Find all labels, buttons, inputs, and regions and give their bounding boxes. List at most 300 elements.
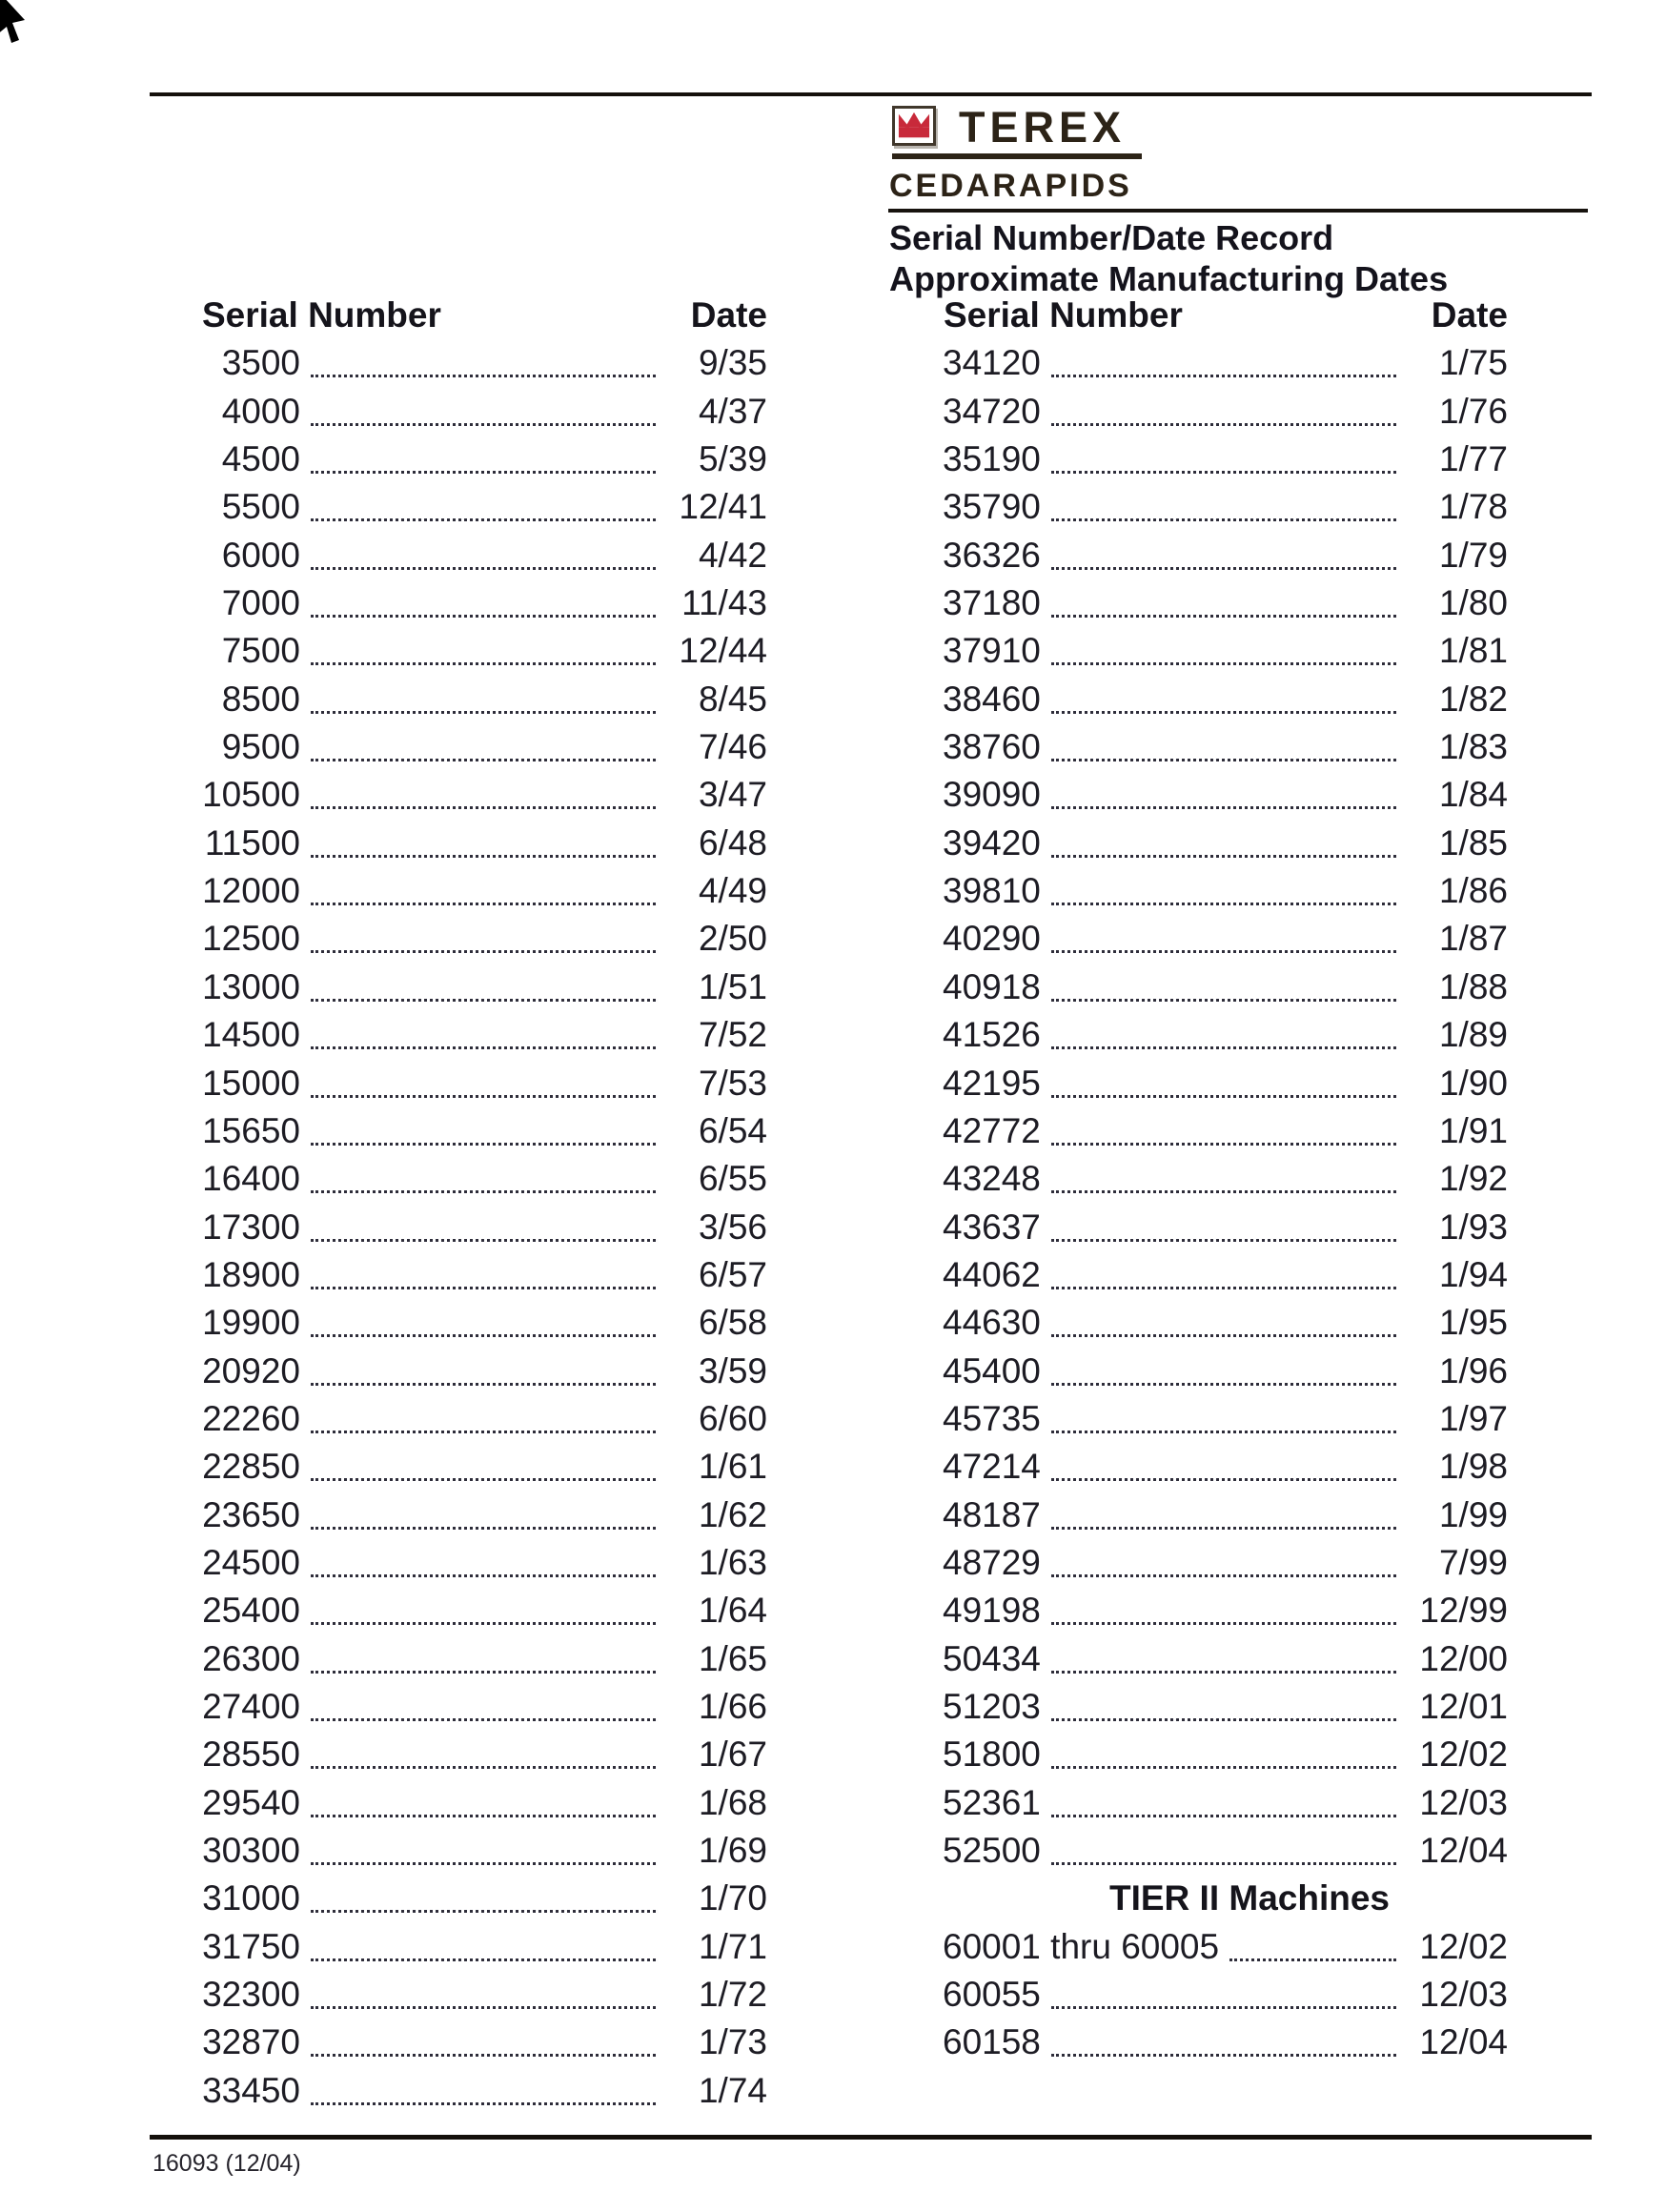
table-row (186, 1011, 767, 1059)
date-value: 3/56 (698, 1207, 767, 1247)
dot-leader (311, 806, 656, 809)
table-row (186, 915, 767, 963)
table-row (186, 1971, 767, 2019)
serial-number: 42772 (943, 1110, 1041, 1150)
date-value: 1/66 (698, 1686, 767, 1726)
table-row (186, 1155, 767, 1203)
dot-leader (311, 1718, 656, 1721)
table-row (186, 532, 767, 579)
serial-number: 42195 (943, 1063, 1041, 1103)
brand-underline (892, 153, 1142, 159)
serial-number: 4500 (221, 439, 300, 479)
date-value: 1/61 (698, 1447, 767, 1487)
date-value: 1/94 (1438, 1254, 1508, 1294)
serial-number: 44630 (943, 1303, 1041, 1343)
tier2-rows (939, 1923, 1508, 2067)
table-row (186, 771, 767, 819)
dot-leader (311, 759, 656, 761)
dot-leader (311, 1910, 656, 1913)
date-value: 3/59 (698, 1350, 767, 1390)
date-value: 1/98 (1438, 1447, 1508, 1487)
serial-number: 19900 (202, 1303, 300, 1343)
serial-number: 13000 (202, 966, 300, 1006)
serial-number: 22850 (202, 1447, 300, 1487)
table-row (939, 1107, 1508, 1155)
table-row (186, 483, 767, 531)
date-value: 7/52 (698, 1015, 767, 1055)
table-row (939, 1539, 1508, 1587)
table-row (939, 1587, 1508, 1634)
table-row (186, 1492, 767, 1539)
dot-leader (1051, 1527, 1396, 1530)
dot-leader (311, 1190, 656, 1193)
date-value: 1/68 (698, 1782, 767, 1822)
table-row (186, 1779, 767, 1827)
dot-leader (1051, 518, 1396, 521)
serial-number: 15000 (202, 1063, 300, 1103)
dot-leader (1051, 1143, 1396, 1146)
date-value: 1/71 (698, 1926, 767, 1966)
serial-number: 51203 (943, 1686, 1041, 1726)
date-value: 1/64 (698, 1591, 767, 1631)
serial-number: 60001 thru 60005 (943, 1926, 1220, 1966)
serial-number: 9500 (221, 727, 300, 767)
dot-leader (311, 1671, 656, 1674)
serial-number: 60055 (943, 1975, 1041, 2015)
date-value: 12/04 (1419, 1831, 1508, 1870)
dot-leader (311, 1383, 656, 1386)
table-row (186, 1107, 767, 1155)
table-header-row (186, 292, 767, 339)
date-value: 1/79 (1438, 535, 1508, 575)
table-row (939, 1683, 1508, 1731)
dot-leader (311, 1431, 656, 1433)
dot-leader (1051, 1190, 1396, 1193)
date-value: 1/80 (1438, 583, 1508, 623)
table-row (939, 1731, 1508, 1778)
dot-leader (311, 2102, 656, 2105)
dot-leader (311, 1287, 656, 1289)
serial-number: 5500 (221, 487, 300, 527)
date-value: 6/54 (698, 1110, 767, 1150)
date-value: 1/69 (698, 1831, 767, 1870)
dot-leader (311, 518, 656, 521)
serial-number: 37910 (943, 631, 1041, 671)
serial-number: 45735 (943, 1398, 1041, 1438)
table-row (186, 1395, 767, 1443)
dot-leader (1051, 2006, 1396, 2009)
table-header-row (939, 292, 1508, 339)
date-value: 1/84 (1438, 775, 1508, 815)
table-row (939, 1395, 1508, 1443)
serial-number: 38460 (943, 679, 1041, 719)
date-value: 1/82 (1438, 679, 1508, 719)
date-value: 12/41 (679, 487, 767, 527)
dot-leader (311, 1862, 656, 1865)
serial-number: 4000 (221, 391, 300, 431)
table-row (186, 1348, 767, 1395)
dot-leader (1051, 1815, 1396, 1817)
sub-brand-underline (888, 209, 1588, 213)
date-value: 6/48 (698, 822, 767, 862)
table-row (939, 627, 1508, 675)
table-row (939, 1443, 1508, 1491)
table-row (186, 579, 767, 627)
date-value: 7/99 (1438, 1542, 1508, 1582)
dot-leader (1051, 1239, 1396, 1242)
table-row (186, 1443, 767, 1491)
dot-leader (1051, 471, 1396, 474)
table-row (939, 964, 1508, 1011)
document-title (889, 217, 1448, 299)
serial-number: 41526 (943, 1015, 1041, 1055)
dot-leader (311, 1622, 656, 1625)
serial-number: 18900 (202, 1254, 300, 1294)
table-row (186, 1299, 767, 1347)
date-value: 5/39 (698, 439, 767, 479)
date-value: 6/58 (698, 1303, 767, 1343)
date-value: 1/51 (698, 966, 767, 1006)
serial-number: 34120 (943, 343, 1041, 383)
date-value: 1/76 (1438, 391, 1508, 431)
table-row (939, 1827, 1508, 1875)
serial-number: 52361 (943, 1782, 1041, 1822)
table-row (939, 1060, 1508, 1107)
date-value: 1/67 (698, 1735, 767, 1775)
dot-leader (1051, 1334, 1396, 1337)
date-value: 12/44 (679, 631, 767, 671)
dot-leader (1051, 662, 1396, 665)
document-number: 16093 (12/04) (152, 2150, 301, 2177)
table-row (186, 1251, 767, 1299)
table-row (939, 579, 1508, 627)
date-value: 1/97 (1438, 1398, 1508, 1438)
table-row (939, 1204, 1508, 1251)
table-row (186, 339, 767, 387)
serial-table-left (186, 292, 767, 2115)
table-row (186, 1683, 767, 1731)
date-value: 3/47 (698, 775, 767, 815)
dot-leader (1051, 711, 1396, 714)
date-value: 4/37 (698, 391, 767, 431)
date-value: 1/87 (1438, 919, 1508, 959)
table-row (186, 723, 767, 771)
serial-number: 31750 (202, 1926, 300, 1966)
tier2-heading: TIER II Machines (1108, 1878, 1390, 1918)
top-rule (150, 92, 1592, 96)
dot-leader (1051, 1766, 1396, 1769)
dot-leader (311, 1239, 656, 1242)
date-value: 6/60 (698, 1398, 767, 1438)
serial-number: 11500 (204, 822, 300, 862)
dot-leader (1051, 855, 1396, 858)
dot-leader (311, 423, 656, 426)
date-value: 1/89 (1438, 1015, 1508, 1055)
dot-leader (1051, 1287, 1396, 1289)
serial-number: 23650 (202, 1494, 300, 1534)
dot-leader (311, 1574, 656, 1577)
serial-number: 43248 (943, 1159, 1041, 1199)
serial-number: 10500 (202, 775, 300, 815)
dot-leader (1051, 375, 1396, 377)
dot-leader (311, 471, 656, 474)
sub-brand-name: CEDARAPIDS (889, 168, 1132, 204)
table-row (939, 339, 1508, 387)
date-value: 4/49 (698, 871, 767, 911)
date-value: 1/88 (1438, 966, 1508, 1006)
dot-leader (311, 1095, 656, 1098)
dot-leader (311, 903, 656, 905)
date-column-header: Date (1431, 295, 1508, 335)
dot-leader (1051, 999, 1396, 1002)
dot-leader (311, 1478, 656, 1481)
serial-number: 25400 (202, 1591, 300, 1631)
serial-number: 8500 (221, 679, 300, 719)
date-value: 1/72 (698, 1975, 767, 2015)
date-value: 12/01 (1419, 1686, 1508, 1726)
serial-number: 34720 (943, 391, 1041, 431)
table-row (939, 1299, 1508, 1347)
dot-leader (311, 855, 656, 858)
serial-number: 60158 (943, 2022, 1041, 2062)
table-row (939, 1155, 1508, 1203)
table-row (186, 627, 767, 675)
dot-leader (311, 375, 656, 377)
left-rows (186, 339, 767, 2115)
serial-number: 7500 (221, 631, 300, 671)
serial-number: 29540 (202, 1782, 300, 1822)
serial-number: 15650 (202, 1110, 300, 1150)
document-title-line1: Serial Number/Date Record (889, 218, 1334, 257)
table-row (186, 964, 767, 1011)
table-row (186, 1827, 767, 1875)
table-row (186, 820, 767, 867)
date-value: 12/99 (1419, 1591, 1508, 1631)
date-value: 12/03 (1419, 1782, 1508, 1822)
date-value: 1/99 (1438, 1494, 1508, 1534)
table-row (186, 1875, 767, 1922)
serial-number: 38760 (943, 727, 1041, 767)
serial-table-right (939, 292, 1508, 2067)
table-row (939, 1635, 1508, 1683)
terex-crown-logo-icon (892, 106, 936, 146)
dot-leader (1051, 950, 1396, 953)
date-value: 12/00 (1419, 1638, 1508, 1678)
serial-number: 14500 (202, 1015, 300, 1055)
dot-leader (311, 1815, 656, 1817)
date-value: 1/63 (698, 1542, 767, 1582)
table-row (186, 1635, 767, 1683)
dot-leader (311, 2006, 656, 2009)
serial-number: 39420 (943, 822, 1041, 862)
serial-number: 43637 (943, 1207, 1041, 1247)
date-value: 1/70 (698, 1878, 767, 1918)
dot-leader (1051, 903, 1396, 905)
serial-number: 36326 (943, 535, 1041, 575)
serial-number: 40918 (943, 966, 1041, 1006)
dot-leader (1051, 806, 1396, 809)
table-row (186, 1923, 767, 1971)
date-value: 7/46 (698, 727, 767, 767)
dot-leader (311, 711, 656, 714)
date-value: 1/74 (698, 2070, 767, 2110)
dot-leader (1051, 1383, 1396, 1386)
date-value: 1/83 (1438, 727, 1508, 767)
serial-number: 3500 (221, 343, 300, 383)
table-row (939, 1492, 1508, 1539)
dot-leader (1051, 567, 1396, 570)
serial-number: 12500 (202, 919, 300, 959)
date-value: 11/43 (681, 583, 767, 623)
dot-leader (311, 1527, 656, 1530)
table-row (939, 1011, 1508, 1059)
table-row (186, 1587, 767, 1634)
date-value: 1/93 (1438, 1207, 1508, 1247)
date-value: 1/75 (1438, 343, 1508, 383)
dot-leader (311, 1046, 656, 1049)
serial-number: 49198 (943, 1591, 1041, 1631)
serial-number: 51800 (943, 1735, 1041, 1775)
dot-leader (1051, 759, 1396, 761)
date-value: 1/81 (1438, 631, 1508, 671)
serial-column-header: Serial Number (202, 295, 441, 335)
date-value: 6/55 (698, 1159, 767, 1199)
serial-number: 48729 (943, 1542, 1041, 1582)
dot-leader (311, 2054, 656, 2057)
serial-number: 50434 (943, 1638, 1041, 1678)
serial-number: 33450 (202, 2070, 300, 2110)
table-row (939, 388, 1508, 436)
date-value: 1/86 (1438, 871, 1508, 911)
date-value: 12/04 (1419, 2022, 1508, 2062)
table-row (939, 820, 1508, 867)
serial-number: 26300 (202, 1638, 300, 1678)
serial-number: 37180 (943, 583, 1041, 623)
brand-name: TEREX (959, 103, 1127, 152)
table-row (186, 388, 767, 436)
serial-number: 39090 (943, 775, 1041, 815)
date-value: 4/42 (698, 535, 767, 575)
dot-leader (1229, 1958, 1396, 1961)
dot-leader (1051, 1431, 1396, 1433)
date-value: 1/77 (1438, 439, 1508, 479)
dot-leader (1051, 1671, 1396, 1674)
table-row (939, 723, 1508, 771)
date-value: 1/92 (1438, 1159, 1508, 1199)
date-value: 1/96 (1438, 1350, 1508, 1390)
serial-number: 27400 (202, 1686, 300, 1726)
table-row (939, 1779, 1508, 1827)
dot-leader (311, 1766, 656, 1769)
dot-leader (311, 615, 656, 618)
date-value: 12/02 (1419, 1735, 1508, 1775)
serial-column-header: Serial Number (944, 295, 1183, 335)
dot-leader (311, 1143, 656, 1146)
date-value: 12/03 (1419, 1975, 1508, 2015)
serial-number: 40290 (943, 919, 1041, 959)
table-row (939, 676, 1508, 723)
serial-number: 17300 (202, 1207, 300, 1247)
serial-number: 35190 (943, 439, 1041, 479)
serial-number: 45400 (943, 1350, 1041, 1390)
table-row (939, 1251, 1508, 1299)
date-value: 1/90 (1438, 1063, 1508, 1103)
dot-leader (311, 1958, 656, 1961)
bottom-rule (150, 2135, 1592, 2140)
serial-number: 32300 (202, 1975, 300, 2015)
table-row (186, 1204, 767, 1251)
date-value: 1/73 (698, 2022, 767, 2062)
table-row (939, 867, 1508, 915)
serial-number: 16400 (202, 1159, 300, 1199)
date-value: 1/65 (698, 1638, 767, 1678)
table-row (186, 1060, 767, 1107)
date-value: 9/35 (698, 343, 767, 383)
dot-leader (1051, 1862, 1396, 1865)
table-row (186, 436, 767, 483)
dot-leader (1051, 1718, 1396, 1721)
table-row (939, 2019, 1508, 2066)
date-value: 1/62 (698, 1494, 767, 1534)
dot-leader (1051, 1622, 1396, 1625)
table-row (939, 436, 1508, 483)
dot-leader (1051, 1478, 1396, 1481)
serial-number: 30300 (202, 1831, 300, 1870)
serial-number: 6000 (221, 535, 300, 575)
date-value: 7/53 (698, 1063, 767, 1103)
table-row (939, 1923, 1508, 1971)
date-value: 1/95 (1438, 1303, 1508, 1343)
dot-leader (1051, 1574, 1396, 1577)
dot-leader (1051, 615, 1396, 618)
serial-number: 20920 (202, 1350, 300, 1390)
dot-leader (1051, 1046, 1396, 1049)
table-row (939, 771, 1508, 819)
serial-number: 44062 (943, 1254, 1041, 1294)
date-column-header: Date (690, 295, 767, 335)
serial-number: 7000 (221, 583, 300, 623)
serial-number: 39810 (943, 871, 1041, 911)
dot-leader (311, 999, 656, 1002)
date-value: 1/91 (1438, 1110, 1508, 1150)
mouse-cursor-icon (0, 0, 38, 57)
serial-number: 31000 (202, 1878, 300, 1918)
serial-number: 52500 (943, 1831, 1041, 1870)
serial-number: 22260 (202, 1398, 300, 1438)
table-row (186, 1731, 767, 1778)
table-row (939, 1971, 1508, 2019)
document-title-line2: Approximate Manufacturing Dates (889, 259, 1449, 298)
table-row (186, 2067, 767, 2115)
dot-leader (311, 567, 656, 570)
serial-number: 47214 (943, 1447, 1041, 1487)
dot-leader (1051, 423, 1396, 426)
serial-number: 28550 (202, 1735, 300, 1775)
date-value: 1/85 (1438, 822, 1508, 862)
serial-number: 35790 (943, 487, 1041, 527)
dot-leader (311, 950, 656, 953)
serial-number: 48187 (943, 1494, 1041, 1534)
dot-leader (311, 662, 656, 665)
dot-leader (1051, 2054, 1396, 2057)
table-row (939, 915, 1508, 963)
date-value: 2/50 (698, 919, 767, 959)
dot-leader (1051, 1095, 1396, 1098)
date-value: 1/78 (1438, 487, 1508, 527)
date-value: 12/02 (1419, 1926, 1508, 1966)
dot-leader (311, 1334, 656, 1337)
table-row (939, 1348, 1508, 1395)
